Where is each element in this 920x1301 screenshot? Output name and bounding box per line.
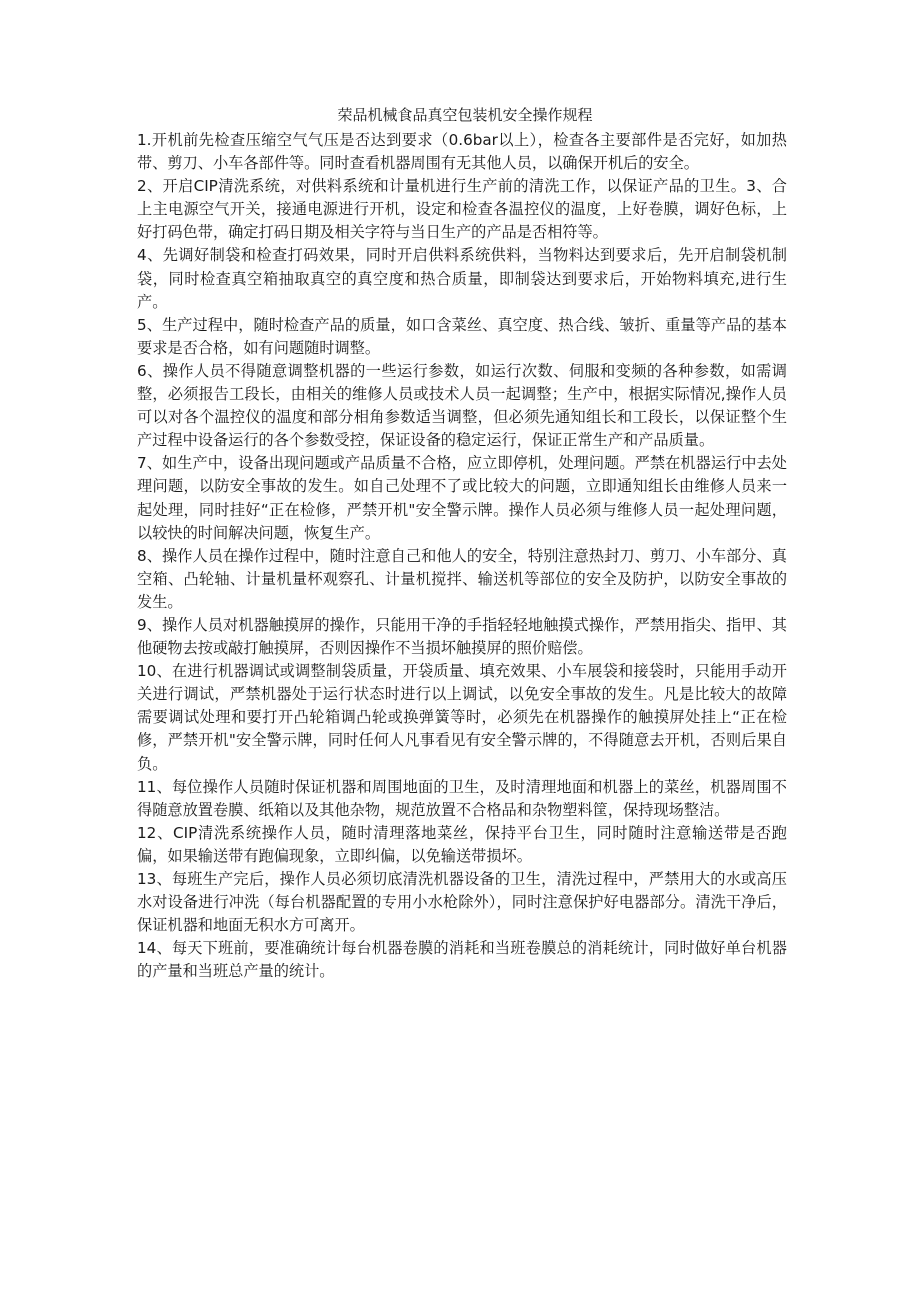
paragraph-14: 14、每天下班前，要准确统计每台机器卷膜的消耗和当班卷膜总的消耗统计，同时做好单台机器的产量和当班总产量的统计。 bbox=[137, 939, 787, 981]
document-title: 荣品机械食品真空包装机安全操作规程 bbox=[337, 106, 593, 124]
paragraph-6: 6、操作人员不得随意调整机器的一些运行参数，如运行次数、伺服和变频的各种参数，如需调整，必须报告工段长，由相关的维修人员或技术人员一起调整；生产中，根据实际情况,操作人员可以对各个温控仪的温度和部分相角参数适当调整，但必须先通知组长和工段长，以保证整个生产过程中设备运行的各个参数受控，保证设备的稳定运行，保证正常生产和产品质量。 bbox=[137, 361, 787, 450]
document-body bbox=[137, 104, 787, 983]
paragraph-4: 4、先调好制袋和检查打码效果，同时开启供料系统供料，当物料达到要求后，先开启制袋机制袋，同时检查真空箱抽取真空的真空度和热合质量，即制袋达到要求后，开始物料填充,进行生产。 bbox=[137, 246, 787, 311]
paragraph-10: 10、在进行机器调试或调整制袋质量，开袋质量、填充效果、小车展袋和接袋时，只能用手动开关进行调试，严禁机器处于运行状态时进行以上调试，以免安全事故的发生。凡是比较大的故障需要调试处理和要打开凸轮箱调凸轮或换弹簧等时，必须先在机器操作的触摸屏处挂上“正在检修，严禁开机"安全警示牌，同时任何人凡事看见有安全警示牌的，不得随意去开机，否则后果自负。 bbox=[137, 662, 787, 773]
paragraph-8: 8、操作人员在操作过程中，随时注意自己和他人的安全，特别注意热封刀、剪刀、小车部分、真空箱、凸轮轴、计量机量杯观察孔、计量机搅拌、输送机等部位的安全及防护，以防安全事故的发生。 bbox=[137, 546, 787, 611]
paragraph-2: 2、开启CIP清洗系统，对供料系统和计量机进行生产前的清洗工作，以保证产品的卫生。3、合上主电源空气开关，接通电源进行开机，设定和检查各温控仪的温度，上好卷膜，调好色标，上好打码色带，确定打码日期及相关字符与当日生产的产品是否相符等。 bbox=[137, 177, 787, 242]
paragraph-11: 11、每位操作人员随时保证机器和周围地面的卫生，及时清理地面和机器上的菜丝，机器周围不得随意放置卷膜、纸箱以及其他杂物，规范放置不合格品和杂物塑料筐，保持现场整洁。 bbox=[137, 777, 787, 819]
paragraph-7: 7、如生产中，设备出现问题或产品质量不合格，应立即停机，处理问题。严禁在机器运行中去处理问题，以防安全事故的发生。如自己处理不了或比较大的问题，立即通知组长由维修人员来一起处理，同时挂好“正在检修，严禁开机"安全警示牌。操作人员必须与维修人员一起处理问题，以较快的时间解决问题，恢复生产。 bbox=[137, 454, 787, 542]
paragraph-13: 13、每班生产完后，操作人员必须切底清洗机器设备的卫生，清洗过程中，严禁用大的水或高压水对设备进行冲洗（每台机器配置的专用小水枪除外），同时注意保护好电器部分。清洗干净后，保证机器和地面无积水方可离开。 bbox=[137, 870, 787, 935]
paragraph-5: 5、生产过程中，随时检查产品的质量，如口含菜丝、真空度、热合线、皱折、重量等产品的基本要求是否合格，如有问题随时调整。 bbox=[137, 315, 787, 357]
paragraph-9: 9、操作人员对机器触摸屏的操作，只能用干净的手指轻轻地触摸式操作，严禁用指尖、指甲、其他硬物去按或敲打触摸屏，否则因操作不当损坏触摸屏的照价赔偿。 bbox=[137, 615, 787, 658]
paragraph-12: 12、CIP清洗系统操作人员，随时清理落地菜丝，保持平台卫生，同时随时注意输送带是否跑偏，如果输送带有跑偏现象，立即纠偏，以免输送带损坏。 bbox=[137, 823, 787, 865]
paragraph-1: 1.开机前先检查压缩空气气压是否达到要求（0.6bar以上），检查各主要部件是否完好，如加热带、剪刀、小车各部件等。同时查看机器周围有无其他人员，以确保开机后的安全。 bbox=[137, 131, 787, 173]
